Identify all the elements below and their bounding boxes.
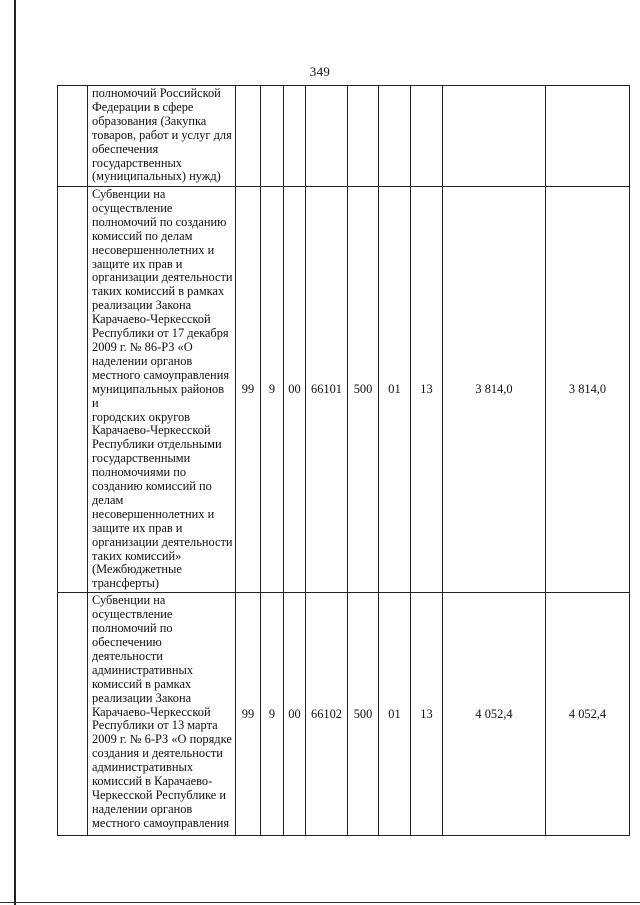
table-row [58, 86, 630, 187]
amount-a-cell [443, 86, 546, 187]
expense-type-cell [348, 86, 379, 187]
ministry-code-cell: 99 [236, 593, 261, 836]
direction-code-cell: 66102 [306, 593, 348, 836]
subsection-cell: 13 [411, 187, 443, 593]
amount-a-cell: 4 052,4 [443, 593, 546, 836]
number-cell [58, 593, 88, 836]
scan-left-border [14, 0, 16, 905]
subsection-cell: 13 [411, 593, 443, 836]
amount-b-cell: 4 052,4 [546, 593, 630, 836]
subprogram-code-cell: 00 [284, 187, 306, 593]
subprogram-code-cell: 00 [284, 593, 306, 836]
table-row [58, 187, 630, 593]
ministry-code-cell: 99 [236, 187, 261, 593]
ministry-code-cell [236, 86, 261, 187]
description-cell: полномочий Российской Федерации в сфере образования (Закупка товаров, работ и услуг для обеспечения государственных (муниципальных) нужд) [88, 86, 236, 187]
expense-type-cell: 500 [348, 593, 379, 836]
description-cell: Субвенции на осуществление полномочий по созданию комиссий по делам несовершеннолетних и защите их прав и организации деятельности таких комиссий в рамках реализации Закона Карачаево-Черкесской Республики от 17 декабря 2009 г. № 86-РЗ «О наделении органов местного самоуправления муниципальных районов и городских округов Карачаево-Черкесской Республики отдельными государственными полномочиями по созданию комиссий по делам несовершеннолетних и защите их прав и организации деятельности таких комиссий» (Межбюджетные трансферты) [88, 187, 236, 593]
amount-b-cell: 3 814,0 [546, 187, 630, 593]
section-cell: 01 [379, 187, 411, 593]
program-code-cell [261, 86, 284, 187]
scan-bottom-border [0, 902, 640, 904]
subprogram-code-cell [284, 86, 306, 187]
description-cell: Субвенции на осуществление полномочий по обеспечению деятельности административных комиссий в рамках реализации Закона Карачаево-Черкесской Республики от 13 марта 2009 г. № 6-РЗ «О порядке создания и деятельности административных комиссий в Карачаево- Черкесской Республике и наделении органов местного самоуправления [88, 593, 236, 836]
number-cell [58, 187, 88, 593]
table-row [58, 593, 630, 836]
program-code-cell: 9 [261, 187, 284, 593]
program-code-cell: 9 [261, 593, 284, 836]
section-cell: 01 [379, 593, 411, 836]
subsection-cell [411, 86, 443, 187]
section-cell [379, 86, 411, 187]
number-cell [58, 86, 88, 187]
direction-code-cell [306, 86, 348, 187]
expense-type-cell: 500 [348, 187, 379, 593]
amount-a-cell: 3 814,0 [443, 187, 546, 593]
amount-b-cell [546, 86, 630, 187]
direction-code-cell: 66101 [306, 187, 348, 593]
budget-table [57, 85, 630, 836]
page-number: 349 [309, 64, 331, 79]
